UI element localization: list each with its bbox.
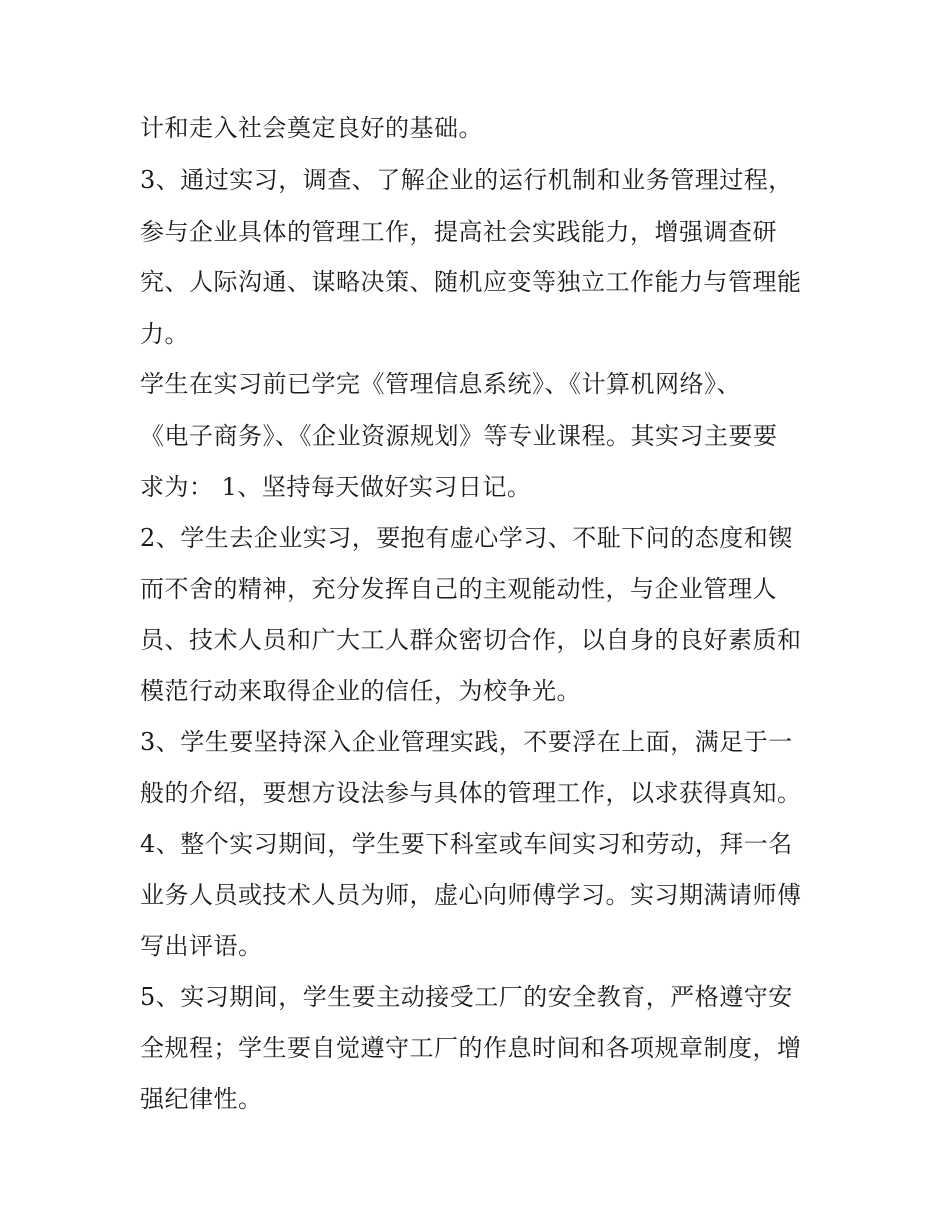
text-line: 计和走入社会奠定良好的基础。 xyxy=(140,114,483,142)
text-line: 模范行动来取得企业的信任，为校争光。 xyxy=(140,677,581,705)
text-line: 全规程；学生要自觉遵守工厂的作息时间和各项规章制度，增 xyxy=(140,1034,802,1062)
text-line: 业务人员或技术人员为师，虚心向师傅学习。实习期满请师傅 xyxy=(140,881,802,909)
text-line: 写出评语。 xyxy=(140,932,263,960)
text-line: 参与企业具体的管理工作，提高社会实践能力，增强调查研 xyxy=(140,218,777,246)
text-line: 3、通过实习，调查、了解企业的运行机制和业务管理过程， xyxy=(140,166,793,194)
text-line: 2、学生去企业实习，要抱有虚心学习、不耻下问的态度和锲 xyxy=(140,524,793,552)
text-line: 《电子商务》、《企业资源规划》等专业课程。其实习主要要 xyxy=(140,422,778,450)
text-line: 3、学生要坚持深入企业管理实践，不要浮在上面，满足于一 xyxy=(140,728,793,756)
text-line: 强纪律性。 xyxy=(140,1085,263,1113)
text-line: 而不舍的精神，充分发挥自己的主观能动性，与企业管理人 xyxy=(140,575,777,603)
text-line: 5、实习期间，学生要主动接受工厂的安全教育，严格遵守安 xyxy=(140,983,793,1011)
text-line: 般的介绍，要想方设法参与具体的管理工作，以求获得真知。 xyxy=(140,779,802,807)
text-line: 学生在实习前已学完《管理信息系统》、《计算机网络》、 xyxy=(140,370,741,398)
text-line: 员、技术人员和广大工人群众密切合作，以自身的良好素质和 xyxy=(140,626,802,654)
text-line: 求为： 1、坚持每天做好实习日记。 xyxy=(140,473,532,501)
text-line: 4、整个实习期间，学生要下科室或车间实习和劳动，拜一名 xyxy=(140,830,793,858)
text-line: 究、人际沟通、谋略决策、随机应变等独立工作能力与管理能 xyxy=(140,268,802,296)
text-line: 力。 xyxy=(140,320,189,348)
